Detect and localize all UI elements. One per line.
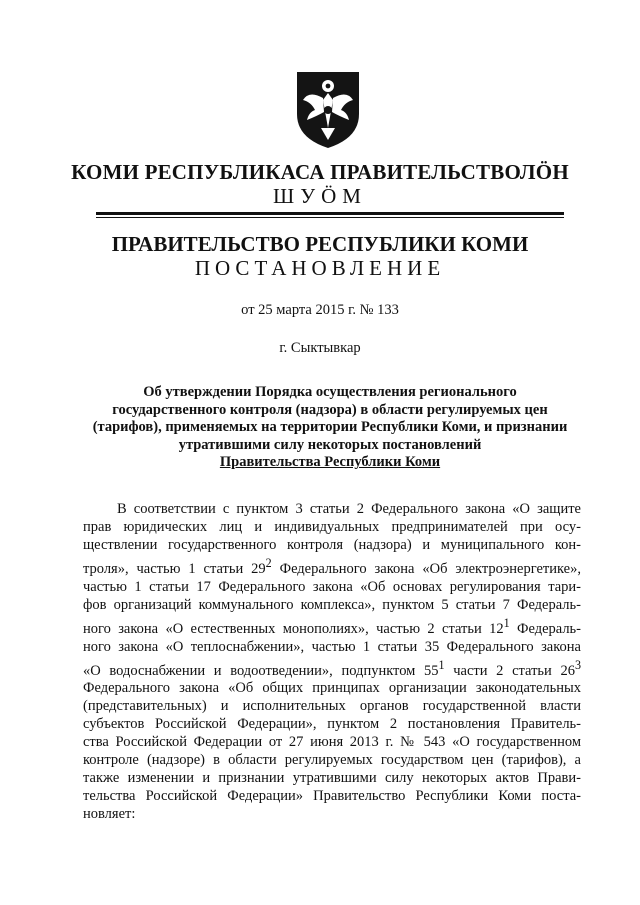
body-line: ства Российской Федерации от 27 июня 2013 г. № 543 «О государственном — [83, 734, 581, 751]
subject-line: утратившими силу некоторых постановлений — [178, 436, 482, 453]
body-text-fragment: Федераль- — [509, 620, 581, 637]
body-line: тельства Российской Федерации» Правительство Республики Коми поста- — [83, 788, 581, 805]
header-divider-thick — [96, 212, 564, 215]
body-line: контроле (надзоре) в области регулируемых государством цен (тарифов), а — [83, 752, 581, 769]
komi-coat-of-arms — [293, 66, 363, 150]
subject-line: Об утверждении Порядка осуществления регионального — [143, 384, 517, 400]
document-date-number: от 25 марта 2015 г. № 133 — [241, 302, 399, 318]
body-line: новляет: — [83, 806, 136, 823]
superscript: 1 — [503, 615, 510, 630]
government-title: ПРАВИТЕЛЬСТВО РЕСПУБЛИКИ КОМИ — [111, 232, 529, 256]
subject-line-underlined: Правительства Республики Коми — [219, 454, 441, 471]
body-line — [83, 656, 581, 680]
body-line: ного закона «О теплоснабжении», частью 1 статьи 35 Федерального закона — [83, 638, 581, 655]
document-subject — [70, 384, 590, 472]
body-text-fragment: части 2 статьи 26 — [444, 662, 575, 679]
body-line: также изменении и признании утратившими силу некоторых актов Прави- — [83, 770, 581, 787]
body-text-fragment: ного закона «О естественных монополиях», частью 2 статьи 12 — [83, 620, 504, 637]
body-line: (представительных) и исполнительных органов государственной власти — [83, 698, 581, 715]
body-line: ществлении государственного контроля (надзора) и муниципального кон- — [83, 537, 581, 553]
superscript: 2 — [265, 556, 272, 570]
header-divider-thin — [96, 217, 564, 218]
document-type: ПОСТАНОВЛЕНИЕ — [194, 256, 446, 280]
subject-line: (тарифов), применяемых на территории Республики Коми, и признании — [92, 419, 568, 436]
komi-language-subtitle: ШУӦМ — [273, 184, 367, 208]
body-line: частью 1 статьи 17 Федерального закона «Об основах регулирования тари- — [83, 578, 581, 595]
body-line: фов организаций коммунального комплекса», пунктом 5 статьи 7 Федераль- — [83, 596, 581, 613]
body-line: прав юридических лиц и индивидуальных предпринимателей при осу- — [83, 519, 581, 535]
document-body — [83, 500, 581, 823]
body-text-fragment: троля», частью 1 статьи 29 — [83, 560, 266, 577]
body-text-fragment: «О водоснабжении и водоотведении», подпунктом 55 — [83, 662, 439, 679]
superscript: 1 — [438, 657, 445, 672]
body-line — [83, 554, 581, 578]
superscript: 3 — [574, 657, 582, 672]
body-line — [83, 614, 581, 638]
body-text-fragment: Федерального закона «Об электроэнергетике», — [271, 560, 581, 577]
body-line: В соответствии с пунктом 3 статьи 2 Федерального закона «О защите — [117, 501, 581, 517]
document-city: г. Сыктывкар — [279, 340, 361, 356]
body-line: субъектов Российской Федерации», пунктом 2 постановления Правитель- — [83, 716, 581, 733]
body-line: Федерального закона «Об общих принципах организации законодательных — [83, 680, 581, 697]
subject-line: государственного контроля (надзора) в области регулируемых цен — [112, 401, 548, 418]
komi-language-title: КОМИ РЕСПУБЛИКАСА ПРАВИТЕЛЬСТВОЛӦН — [71, 160, 569, 184]
